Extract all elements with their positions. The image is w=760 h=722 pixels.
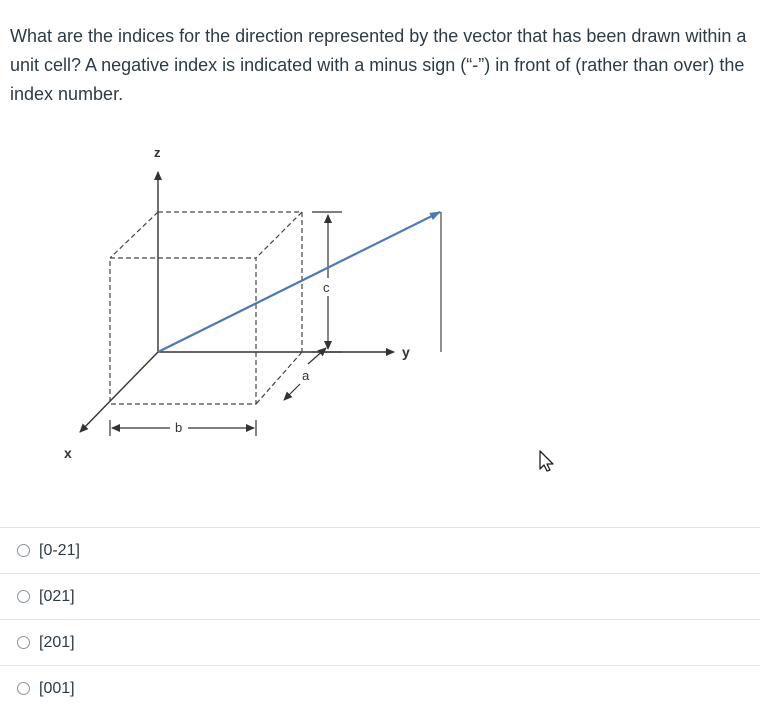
answer-option-4[interactable] bbox=[0, 665, 760, 712]
answer-label: [021] bbox=[39, 587, 75, 605]
answer-label: [0-21] bbox=[39, 541, 80, 559]
answer-label: [201] bbox=[39, 633, 75, 651]
answer-option-3[interactable] bbox=[0, 619, 760, 665]
answer-option-2[interactable] bbox=[0, 573, 760, 619]
answer-list bbox=[0, 527, 760, 712]
c-label: c bbox=[323, 280, 330, 295]
a-label: a bbox=[302, 368, 310, 383]
b-dimension bbox=[110, 420, 256, 436]
question-text: What are the indices for the direction represented by the vector that has been drawn within a unit cell? A negative index is indicated with a minus sign (“-”) in front of (rather than over) the index number. bbox=[10, 26, 747, 104]
radio-button-icon[interactable] bbox=[17, 544, 30, 557]
radio-button-icon[interactable] bbox=[17, 590, 30, 603]
radio-button-icon[interactable] bbox=[17, 636, 30, 649]
unit-cell-box bbox=[110, 212, 302, 404]
x-axis-label: x bbox=[64, 445, 72, 461]
x-axis bbox=[80, 352, 158, 432]
y-axis-label: y bbox=[402, 344, 410, 360]
direction-vector bbox=[158, 212, 440, 352]
answer-label: [001] bbox=[39, 679, 75, 697]
mouse-pointer-icon bbox=[538, 449, 558, 473]
z-axis-label: z bbox=[154, 145, 161, 160]
radio-button-icon[interactable] bbox=[17, 682, 30, 695]
answer-option-1[interactable] bbox=[0, 527, 760, 573]
b-label: b bbox=[175, 420, 183, 435]
